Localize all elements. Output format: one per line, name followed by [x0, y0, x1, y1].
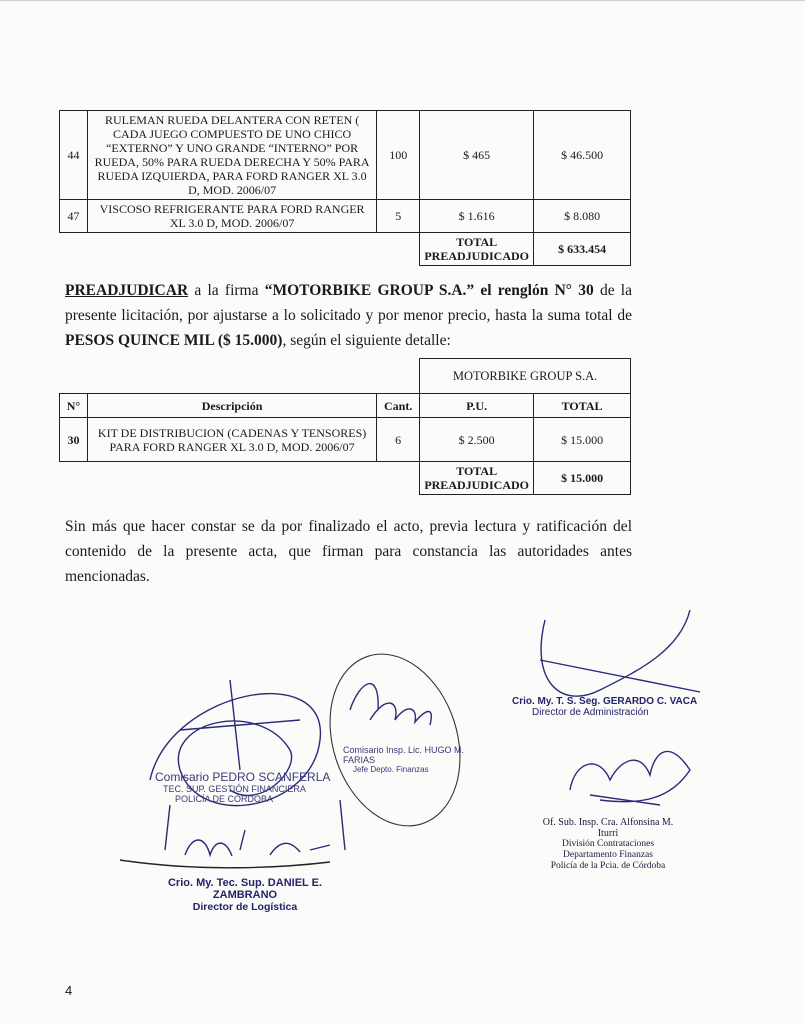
row-number: 44	[60, 111, 88, 200]
award-keyword: PREADJUDICAR	[65, 282, 189, 299]
closing-paragraph: Sin más que hacer constar se da por finalizado el acto, previa lectura y ratificación del contenido de la presente acta, que firman para constancia las autoridades antes mencionadas.	[65, 518, 632, 585]
table-row	[60, 418, 631, 462]
row-quantity: 100	[377, 111, 420, 200]
vaca-signature	[540, 610, 700, 696]
row-unit-price: $ 2.500	[420, 418, 534, 462]
iturri-division: División Contrataciones	[561, 839, 655, 849]
row-number: 30	[60, 418, 88, 462]
scanferla-title: TEC. SUP. GESTIÓN FINANCIERA	[163, 784, 306, 794]
vaca-title: Director de Administración	[532, 707, 649, 718]
scanferla-stamp	[155, 770, 355, 804]
row-unit-price: $ 465	[420, 111, 534, 200]
iturri-name: Of. Sub. Insp. Cra. Alfonsina M. Iturri	[542, 817, 674, 839]
total-value: $ 633.454	[534, 233, 631, 266]
table-row	[60, 111, 631, 200]
header-unit-price: P.U.	[420, 394, 534, 418]
zambrano-stamp	[140, 877, 350, 913]
row-description: VISCOSO REFRIGERANTE PARA FORD RANGER XL 3.0 D, MOD. 2006/07	[87, 200, 376, 233]
header-total: TOTAL	[534, 394, 631, 418]
award-text-3: , según el siguiente detalle:	[282, 332, 451, 349]
company-header: MOTORBIKE GROUP S.A.	[420, 359, 631, 394]
farias-title: Jefe Depto. Finanzas	[353, 765, 429, 774]
iturri-department: Departamento Finanzas	[563, 850, 653, 860]
total-row	[60, 233, 631, 266]
row-quantity: 5	[377, 200, 420, 233]
farias-name: Comisario Insp. Lic. HUGO M. FARIAS	[343, 745, 465, 765]
zambrano-sign-line	[120, 860, 330, 868]
row-quantity: 6	[377, 418, 420, 462]
total-label: TOTAL PREADJUDICADO	[420, 233, 534, 266]
row-total: $ 15.000	[534, 418, 631, 462]
page-number: 4	[65, 983, 73, 998]
items-table-2	[59, 358, 631, 495]
total-row	[60, 462, 631, 495]
award-text-1: a la firma	[188, 282, 265, 299]
zambrano-title: Director de Logística	[192, 901, 298, 913]
iturri-signature	[570, 751, 690, 805]
vaca-name: Crio. My. T. S. Seg. GERARDO C. VACA	[512, 696, 698, 707]
row-total: $ 8.080	[534, 200, 631, 233]
header-description: Descripción	[87, 394, 376, 418]
total-value: $ 15.000	[534, 462, 631, 495]
row-unit-price: $ 1.616	[420, 200, 534, 233]
row-total: $ 46.500	[534, 111, 631, 200]
farias-stamp	[309, 637, 481, 843]
page-edge	[0, 0, 805, 1]
header-number: N°	[60, 394, 88, 418]
farias-signature	[350, 684, 431, 725]
award-amount: PESOS QUINCE MIL ($ 15.000)	[65, 332, 283, 349]
zambrano-signature	[165, 800, 345, 856]
award-text-2: de la presente licitación, por ajustarse a lo solicitado y por menor precio, hasta la suma total de	[65, 282, 632, 324]
zambrano-name: Crio. My. Tec. Sup. DANIEL E. ZAMBRANO	[167, 877, 323, 901]
table-header-row	[60, 394, 631, 418]
scanferla-name: Comisario PEDRO SCANFERLA	[155, 770, 331, 784]
scanferla-org: POLICÍA DE CÓRDOBA	[175, 794, 274, 804]
row-number: 47	[60, 200, 88, 233]
farias-stamp-text	[343, 745, 493, 774]
signatures-art	[0, 600, 805, 1020]
award-paragraph	[65, 278, 632, 353]
iturri-org: Policía de la Pcia. de Córdoba	[550, 861, 666, 871]
iturri-stamp	[533, 817, 683, 872]
row-description: RULEMAN RUEDA DELANTERA CON RETEN ( CADA JUEGO COMPUESTO DE UNO CHICO “EXTERNO” Y UNO GRANDE “INTERNO” POR RUEDA, 50% PARA RUEDA DERECHA Y 50% PARA RUEDA IZQUIERDA, PARA FORD RANGER XL 3.0 D, MOD. 2006/07	[87, 111, 376, 200]
table-row	[60, 200, 631, 233]
award-firm: “MOTORBIKE GROUP S.A.” el renglón N° 30	[264, 282, 594, 299]
vaca-stamp	[512, 696, 712, 718]
row-description: KIT DE DISTRIBUCION (CADENAS Y TENSORES) PARA FORD RANGER XL 3.0 D, MOD. 2006/07	[87, 418, 376, 462]
items-table-1	[59, 110, 631, 266]
total-label: TOTAL PREADJUDICADO	[420, 462, 534, 495]
header-quantity: Cant.	[377, 394, 420, 418]
